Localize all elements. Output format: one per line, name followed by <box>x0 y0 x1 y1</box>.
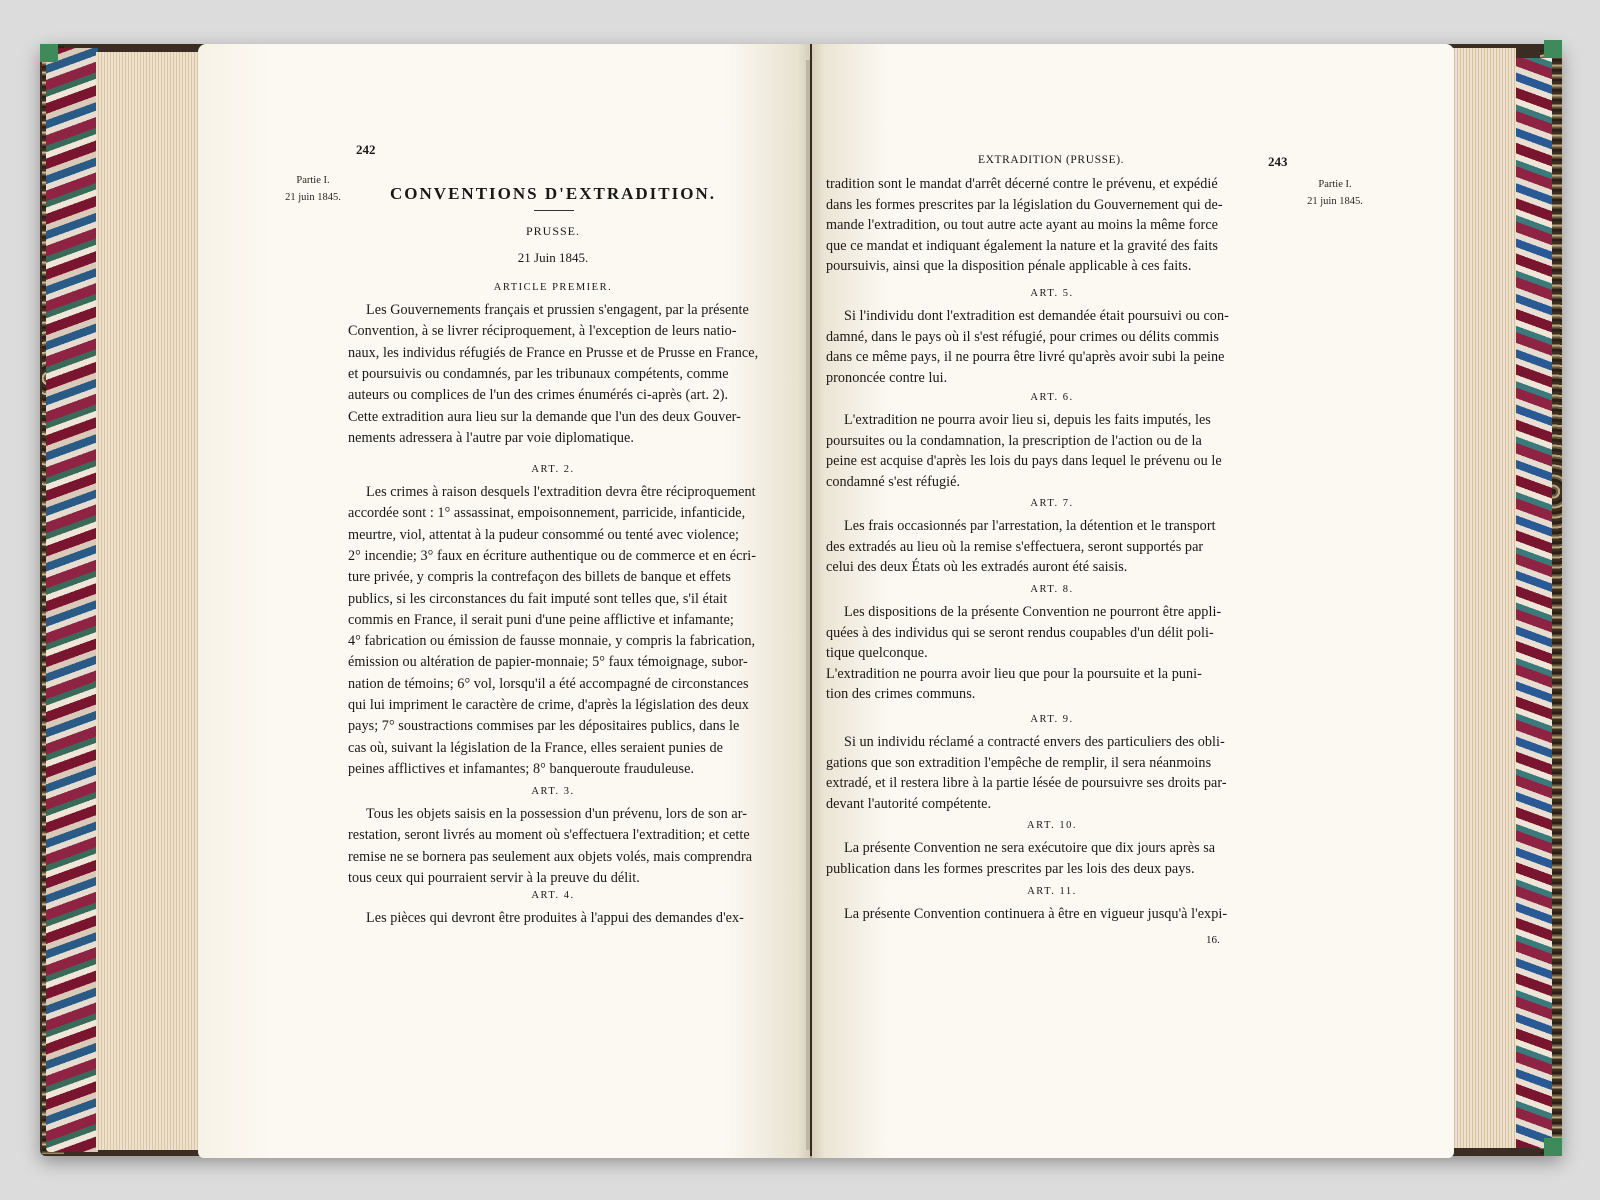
text-line: publication dans les formes prescrites par les lois des deux pays. <box>826 860 1195 877</box>
text-line: dans les formes prescrites par la législation du Gouvernement qui de- <box>826 196 1223 213</box>
text-line: L'extradition ne pourra avoir lieu que pour la poursuite et la puni- <box>826 665 1202 682</box>
right-page-stack <box>1452 48 1516 1148</box>
art2-label: ART. 2. <box>531 464 575 475</box>
text-line: gations que son extradition l'empêche de remplir, il sera néanmoins <box>826 754 1212 771</box>
text-line: Les pièces qui devront être produites à l'appui des demandes d'ex- <box>366 910 744 926</box>
corner-top-right <box>1544 40 1562 58</box>
text-line: peine est acquise d'après les lois du pays dans lequel le prévenu ou le <box>826 453 1222 469</box>
left-page <box>198 44 810 1158</box>
text-line: La présente Convention continuera à être en vigueur jusqu'à l'expi- <box>844 906 1228 922</box>
margin-note-date: 21 juin 1845. <box>1307 196 1363 207</box>
country-heading: PRUSSE. <box>525 224 581 238</box>
art5-label: ART. 5. <box>1030 288 1074 299</box>
margin-note-date: 21 juin 1845. <box>285 192 341 203</box>
text-line: nation de témoins; 6° vol, lorsqu'il a été accompagné de circonstances <box>348 675 749 692</box>
art3-label: ART. 3. <box>531 786 575 797</box>
text-line: cas où, suivant la législation de la France, elles seraient punies de <box>348 739 723 756</box>
text-line: Tous les objets saisis en la possession d'un prévenu, lors de son ar- <box>366 806 748 822</box>
text-line: émission ou altération de papier-monnaie; 5° faux témoignage, subor- <box>348 654 748 671</box>
margin-note-part: Partie I. <box>1318 179 1352 190</box>
text-line: auteurs ou complices de l'un des crimes énumérés ci-après (art. 2). <box>348 387 729 404</box>
text-line: 4° fabrication ou émission de fausse monnaie, y compris la fabrication, <box>348 633 756 650</box>
treaty-date: 21 Juin 1845. <box>517 250 589 265</box>
text-line: damné, dans le pays où il s'est réfugié, pour crimes ou délits commis <box>826 328 1219 345</box>
page-number-right: 243 <box>1268 154 1288 169</box>
text-line: quées à des individus qui se seront rendus coupables d'un délit poli- <box>826 624 1214 641</box>
text-line: L'extradition ne pourra avoir lieu si, depuis les faits imputés, les <box>844 412 1211 428</box>
text-line: Les crimes à raison desquels l'extradition devra être réciproquement <box>366 484 756 500</box>
text-line: celui des deux États où les extradés auront été saisis. <box>826 559 1128 575</box>
text-line: mande l'extradition, ou tout autre acte ayant au moins la même force <box>826 217 1219 233</box>
left-margin-note <box>268 172 358 206</box>
text-line: Les dispositions de la présente Convention ne pourront être appli- <box>844 604 1222 620</box>
art4-label: ART. 4. <box>531 890 575 901</box>
right-margin-note <box>1290 176 1380 210</box>
text-line: naux, les individus réfugiés de France en Prusse et de Prusse en France, <box>348 344 759 361</box>
text-line: Cette extradition aura lieu sur la demande que l'un des deux Gouver- <box>348 408 741 425</box>
text-line: des extradés au lieu où la remise s'effectuera, seront supportés par <box>826 538 1204 555</box>
text-line: publics, si les circonstances du fait imputé sont telles que, s'il était <box>348 590 728 607</box>
left-marbled-endpaper <box>46 48 98 1152</box>
text-line: meurtre, viol, attentat à la pudeur consommé ou tenté avec violence; <box>348 526 740 543</box>
text-line: commis en France, il serait puni d'une peine afflictive et infamante; <box>348 611 734 628</box>
art6-label: ART. 6. <box>1030 392 1074 403</box>
text-line: poursuites ou la condamnation, la prescription de l'action ou de la <box>826 432 1202 449</box>
art8-label: ART. 8. <box>1030 584 1074 595</box>
text-line: tion des crimes communs. <box>826 686 976 702</box>
left-page-stack <box>96 52 200 1150</box>
text-line: prononcée contre lui. <box>826 369 948 386</box>
text-line: accordée sont : 1° assassinat, empoisonnement, parricide, infanticide, <box>348 505 746 522</box>
corner-top-left <box>40 44 58 62</box>
text-line: extradé, et il restera libre à la partie lésée de poursuivre ses droits par- <box>826 775 1227 791</box>
art11-label: ART. 11. <box>1027 886 1077 897</box>
corner-bottom-right <box>1544 1138 1562 1156</box>
text-line: Les frais occasionnés par l'arrestation, la détention et le transport <box>844 518 1216 534</box>
text-line: Convention, à se livrer réciproquement, à l'exception de leurs natio- <box>348 323 737 340</box>
text-line: tique quelconque. <box>826 645 928 661</box>
text-line: ture privée, y compris la contrefaçon des billets de banque et effets <box>348 569 731 586</box>
text-line: Si l'individu dont l'extradition est demandée était poursuivi ou con- <box>844 308 1229 324</box>
text-line: Les Gouvernements français et prussien s'engagent, par la présente <box>366 302 749 318</box>
art7-label: ART. 7. <box>1030 498 1074 509</box>
right-marbled-endpaper <box>1512 58 1552 1148</box>
text-line: et poursuivis ou condamnés, par les tribunaux compétents, comme <box>348 365 729 382</box>
text-line: remise ne se bornera pas seulement aux objets volés, mais comprendra <box>348 848 753 865</box>
text-line: pays; 7° soustractions commises par les dépositaires publics, dans le <box>348 718 740 735</box>
text-line: dans ce même pays, il ne pourra être livré qu'après avoir subi la peine <box>826 349 1225 365</box>
text-line: tous ceux qui pourraient servir à la preuve du délit. <box>348 869 640 886</box>
title-rule <box>534 210 574 211</box>
page-number-left: 242 <box>356 142 376 157</box>
text-line: condamné s'est réfugié. <box>826 473 961 490</box>
section-title: CONVENTIONS D'EXTRADITION. <box>390 184 716 203</box>
text-line: Si un individu réclamé a contracté envers des particuliers des obli- <box>844 734 1225 750</box>
text-line: nements adressera à l'autre par voie diplomatique. <box>348 429 634 446</box>
text-line: devant l'autorité compétente. <box>826 795 992 812</box>
art10-label: ART. 10. <box>1027 820 1077 831</box>
running-head: EXTRADITION (PRUSSE). <box>978 154 1125 166</box>
text-line: qui lui impriment le caractère de crime, d'après la législation des deux <box>348 697 749 713</box>
text-line: peines afflictives et infamantes; 8° banqueroute frauduleuse. <box>348 760 695 777</box>
text-line: restation, seront livrés au moment où s'effectuera l'extradition; et cette <box>348 827 750 844</box>
text-line: 2° incendie; 3° faux en écriture authentique ou de commerce et en écri- <box>348 547 757 564</box>
art9-label: ART. 9. <box>1030 714 1074 725</box>
text-line: tradition sont le mandat d'arrêt décerné contre le prévenu, et expédié <box>826 176 1218 192</box>
signature-mark: 16. <box>1206 934 1220 946</box>
text-line: poursuivis, ainsi que la disposition pénale applicable à ces faits. <box>826 258 1192 274</box>
margin-note-part: Partie I. <box>296 175 330 186</box>
right-page <box>812 44 1454 1158</box>
text-line: La présente Convention ne sera exécutoire que dix jours après sa <box>844 840 1216 856</box>
article-premier-label: ARTICLE PREMIER. <box>493 282 613 293</box>
text-line: que ce mandat et indiquant également la nature et la gravité des faits <box>826 237 1218 254</box>
